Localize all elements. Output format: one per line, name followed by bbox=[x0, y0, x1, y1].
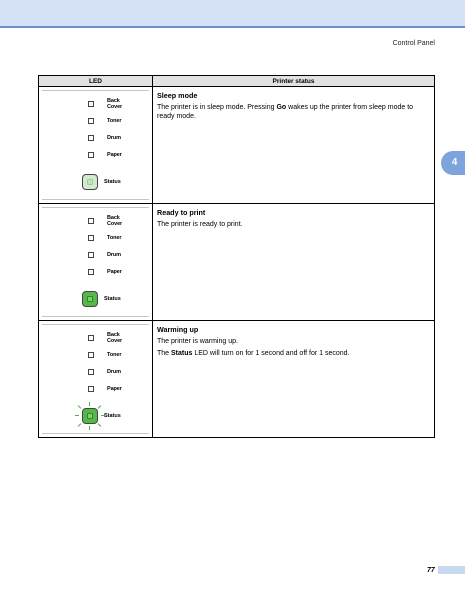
status-led-on-icon bbox=[82, 291, 98, 307]
status-description: The printer is in sleep mode. Pressing Go wakes up the printer from sleep mode to ready mode. bbox=[157, 104, 414, 120]
led-back-cover bbox=[88, 332, 148, 346]
status-description-cell bbox=[153, 204, 435, 321]
status-title: Ready to print bbox=[157, 208, 206, 217]
led-label: Paper bbox=[107, 386, 122, 392]
led-diagram-cell bbox=[39, 204, 153, 321]
led-drum bbox=[88, 249, 148, 263]
top-band bbox=[0, 0, 465, 28]
status-description-cell bbox=[153, 87, 435, 204]
led-panel bbox=[42, 207, 149, 317]
led-off-icon bbox=[88, 118, 94, 124]
led-paper bbox=[88, 266, 148, 280]
table-header-row bbox=[39, 76, 435, 87]
led-panel bbox=[42, 90, 149, 200]
status-description: The printer is warming up. bbox=[157, 338, 238, 345]
led-label: Toner bbox=[107, 118, 122, 124]
led-label: Paper bbox=[107, 269, 122, 275]
led-status bbox=[82, 174, 152, 196]
chapter-tab: 4 bbox=[441, 151, 465, 175]
led-label: Back Cover bbox=[107, 332, 123, 345]
status-description-cell bbox=[153, 321, 435, 438]
page-number: 77 bbox=[427, 567, 435, 574]
led-toner bbox=[88, 232, 148, 246]
led-drum bbox=[88, 132, 148, 146]
page-number-bar bbox=[438, 566, 465, 574]
led-label: Status bbox=[104, 413, 121, 419]
led-back-cover bbox=[88, 215, 148, 229]
led-toner bbox=[88, 349, 148, 363]
status-description: The printer is ready to print. bbox=[157, 221, 243, 228]
led-off-icon bbox=[88, 235, 94, 241]
led-off-icon bbox=[88, 269, 94, 275]
led-off-icon bbox=[88, 352, 94, 358]
led-label: Toner bbox=[107, 235, 122, 241]
led-label: Drum bbox=[107, 252, 121, 258]
status-led-dim-icon bbox=[82, 174, 98, 190]
led-label: Status bbox=[104, 179, 121, 185]
led-status bbox=[82, 408, 152, 430]
led-status bbox=[82, 291, 152, 313]
led-off-icon bbox=[88, 369, 94, 375]
led-toner bbox=[88, 115, 148, 129]
table-row bbox=[39, 321, 435, 438]
led-off-icon bbox=[88, 252, 94, 258]
status-led-blinking-icon bbox=[82, 408, 98, 424]
led-label: Status bbox=[104, 296, 121, 302]
status-title: Sleep mode bbox=[157, 91, 198, 100]
led-label: Paper bbox=[107, 152, 122, 158]
led-label: Drum bbox=[107, 369, 121, 375]
led-column-header: LED bbox=[39, 76, 153, 87]
page-header-title: Control Panel bbox=[392, 40, 435, 47]
printer-status-column-header: Printer status bbox=[153, 76, 435, 87]
led-drum bbox=[88, 366, 148, 380]
table-row bbox=[39, 87, 435, 204]
led-off-icon bbox=[88, 135, 94, 141]
led-off-icon bbox=[88, 335, 94, 341]
table-row bbox=[39, 204, 435, 321]
led-panel bbox=[42, 324, 149, 434]
led-back-cover bbox=[88, 98, 148, 112]
led-off-icon bbox=[88, 101, 94, 107]
status-description: The Status LED will turn on for 1 second and off for 1 second. bbox=[157, 350, 350, 357]
led-label: Toner bbox=[107, 352, 122, 358]
led-off-icon bbox=[88, 218, 94, 224]
led-paper bbox=[88, 383, 148, 397]
led-diagram-cell bbox=[39, 321, 153, 438]
led-status-table bbox=[38, 75, 435, 438]
led-paper bbox=[88, 149, 148, 163]
led-off-icon bbox=[88, 152, 94, 158]
led-label: Back Cover bbox=[107, 215, 123, 228]
status-title: Warming up bbox=[157, 325, 199, 334]
led-label: Drum bbox=[107, 135, 121, 141]
led-label: Back Cover bbox=[107, 98, 123, 111]
led-off-icon bbox=[88, 386, 94, 392]
led-diagram-cell bbox=[39, 87, 153, 204]
